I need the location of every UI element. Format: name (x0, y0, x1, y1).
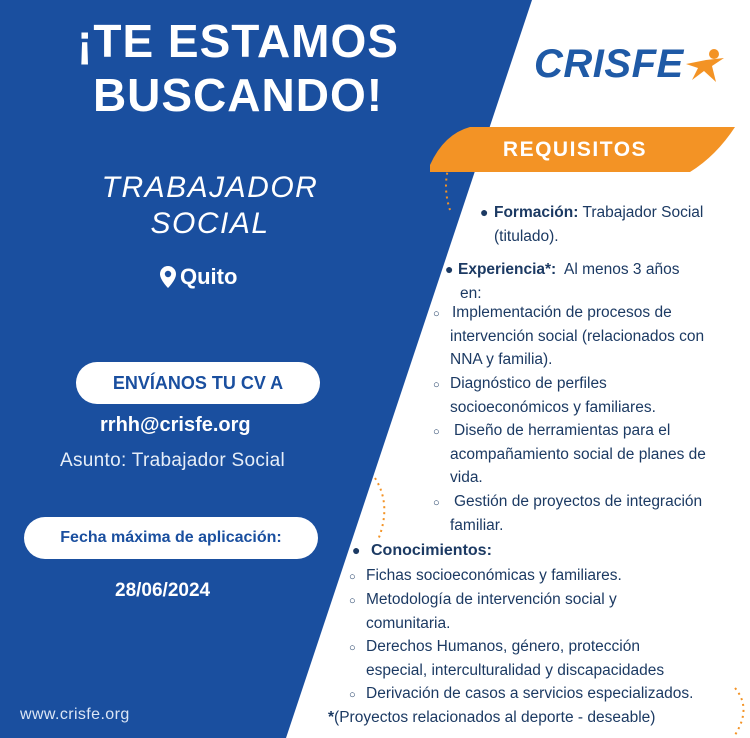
footnote (328, 706, 748, 730)
experience-text-a: Al menos 3 años (563, 261, 680, 278)
formation-label: Formación: (494, 204, 579, 221)
experience-item-line: socioeconómicos y familiares. (450, 398, 656, 416)
experience-label: Experiencia*: (458, 261, 557, 278)
experience-item-line: Diseño de herramientas para el (454, 422, 671, 439)
footnote-mark: * (328, 709, 335, 726)
knowledge-item-line: comunitaria. (366, 614, 451, 632)
bullet-dot-icon: ● (352, 542, 361, 558)
experience-item-line: acompañamiento social de planes de (450, 445, 706, 463)
bullet-circle-icon: ○ (433, 497, 440, 509)
knowledge-item-line: Metodología de intervención social y (366, 591, 617, 608)
experience-item (450, 490, 745, 537)
location (160, 264, 237, 290)
experience-item-line: Diagnóstico de perfiles (450, 375, 607, 392)
bullet-dot-icon: ● (445, 261, 454, 277)
bullet-circle-icon: ○ (433, 308, 440, 320)
experience-item-line: intervención social (relacionados con (450, 327, 705, 345)
knowledge-label: Conocimientos: (371, 542, 492, 559)
experience-item-line: vida. (450, 469, 483, 486)
email-link[interactable]: rrhh@crisfe.org (100, 414, 251, 436)
requirements-title: REQUISITOS (502, 138, 648, 161)
bullet-circle-icon: ○ (349, 571, 356, 583)
experience-item-line: NNA y familia). (450, 351, 553, 368)
headline-line2: BUSCANDO! (92, 69, 384, 121)
deadline-badge: Fecha máxima de aplicación: (24, 517, 318, 559)
knowledge-item-line: especial, interculturalidad y discapacidades (366, 661, 665, 679)
formation-text-a: Trabajador Social (582, 204, 704, 221)
bullet-circle-icon: ○ (349, 642, 356, 654)
experience-item (450, 419, 745, 490)
knowledge-item (366, 682, 750, 706)
logo-text: CRISFE (534, 42, 684, 86)
knowledge-item (366, 635, 750, 682)
experience-item-line: Gestión de proyectos de integración (454, 493, 703, 510)
bullet-dot-icon: ● (480, 204, 489, 220)
formation-text-b: (titulado). (494, 227, 559, 245)
website-link[interactable]: www.crisfe.org (20, 706, 130, 723)
job-title-line1: TRABAJADOR (101, 171, 319, 204)
deadline-date: 28/06/2024 (115, 580, 211, 601)
email-subject: Asunto: Trabajador Social (60, 450, 286, 471)
knowledge-item (366, 588, 746, 635)
headline (28, 14, 448, 122)
experience-header (458, 258, 738, 305)
experience-item (450, 301, 745, 372)
bullet-circle-icon: ○ (433, 379, 440, 391)
knowledge-item-line: Derechos Humanos, género, protección (366, 638, 640, 655)
experience-item (450, 372, 745, 419)
job-title-line2: SOCIAL (150, 207, 270, 240)
headline-line1: ¡TE ESTAMOS (77, 15, 399, 67)
bullet-circle-icon: ○ (433, 426, 440, 438)
experience-item-line: Implementación de procesos de (452, 304, 672, 321)
footnote-text: (Proyectos relacionados al deporte - deseable) (334, 709, 656, 726)
bullet-circle-icon: ○ (349, 689, 356, 701)
bullet-circle-icon: ○ (349, 595, 356, 607)
knowledge-item (366, 564, 746, 588)
formation-item (494, 201, 744, 248)
send-cv-badge: ENVÍANOS TU CV A (76, 362, 320, 404)
experience-text-b: en: (460, 284, 482, 302)
knowledge-item-line: Derivación de casos a servicios especializados. (366, 685, 694, 702)
knowledge-item-line: Fichas socioeconómicas y familiares. (366, 567, 622, 584)
job-title (40, 170, 380, 242)
crisfe-logo (534, 42, 726, 87)
location-text: Quito (180, 264, 238, 289)
star-figure-icon (684, 46, 726, 84)
map-pin-icon (160, 266, 176, 288)
experience-item-line: familiar. (450, 516, 504, 534)
